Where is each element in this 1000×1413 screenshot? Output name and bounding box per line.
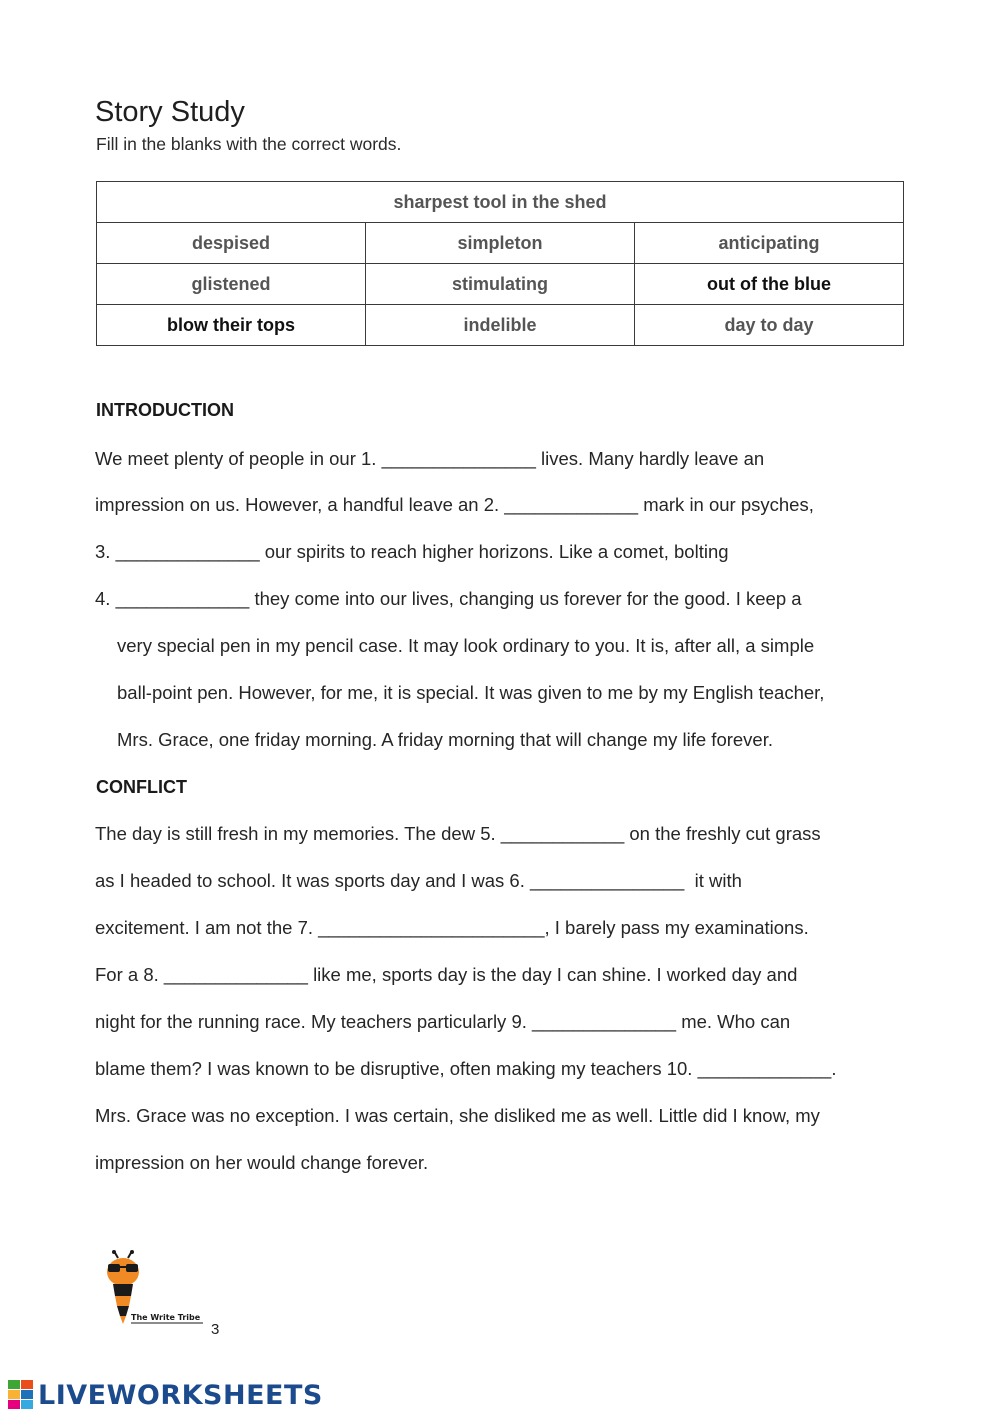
liveworksheets-logo-icon bbox=[8, 1380, 34, 1410]
paragraph-line: ball-point pen. However, for me, it is special. It was given to me by my English teacher, bbox=[117, 682, 825, 703]
word-bank-cell: anticipating bbox=[635, 223, 904, 264]
paragraph-line: Mrs. Grace, one friday morning. A friday morning that will change my life forever. bbox=[117, 729, 774, 750]
word-bank-cell: indelible bbox=[366, 305, 635, 346]
logo-text: The Write Tribe bbox=[131, 1313, 201, 1322]
liveworksheets-footer bbox=[8, 1378, 323, 1412]
paragraph-line: very special pen in my pencil case. It may look ordinary to you. It is, after all, a simple bbox=[117, 635, 815, 656]
word-bank-cell: despised bbox=[97, 223, 366, 264]
word-bank-cell: simpleton bbox=[366, 223, 635, 264]
paragraph-line: We meet plenty of people in our 1. _______________ lives. Many hardly leave an bbox=[95, 448, 765, 469]
page-title: Story Study bbox=[95, 96, 245, 128]
paragraph-line: 4. _____________ they come into our lives, changing us forever for the good. I keep a bbox=[95, 588, 802, 609]
paragraph-line: For a 8. ______________ like me, sports day is the day I can shine. I worked day and bbox=[95, 964, 798, 985]
word-bank-row bbox=[97, 305, 904, 346]
instructions: Fill in the blanks with the correct words. bbox=[96, 134, 402, 154]
word-bank-cell: blow their tops bbox=[97, 305, 366, 346]
paragraph-line: Mrs. Grace was no exception. I was certain, she disliked me as well. Little did I know, my bbox=[95, 1105, 820, 1126]
paragraph-line: excitement. I am not the 7. ______________________, I barely pass my examinations. bbox=[95, 917, 809, 938]
paragraph-line: blame them? I was known to be disruptive, often making my teachers 10. _____________. bbox=[95, 1058, 837, 1079]
paragraph-line: as I headed to school. It was sports day and I was 6. _______________ it with bbox=[95, 870, 742, 891]
word-bank-row bbox=[97, 223, 904, 264]
page-number: 3 bbox=[211, 1321, 220, 1338]
paragraph-line: impression on her would change forever. bbox=[95, 1152, 429, 1173]
paragraph-line: night for the running race. My teachers particularly 9. ______________ me. Who can bbox=[95, 1011, 791, 1032]
paragraph-line: The day is still fresh in my memories. The dew 5. ____________ on the freshly cut grass bbox=[95, 823, 821, 844]
paragraph-line: impression on us. However, a handful leave an 2. _____________ mark in our psyches, bbox=[95, 494, 814, 515]
introduction-heading: INTRODUCTION bbox=[96, 400, 234, 420]
word-bank-row bbox=[97, 182, 904, 223]
paragraph-line: 3. ______________ our spirits to reach higher horizons. Like a comet, bolting bbox=[95, 541, 729, 562]
word-bank-cell: glistened bbox=[97, 264, 366, 305]
word-bank-row bbox=[97, 264, 904, 305]
word-bank-cell: stimulating bbox=[366, 264, 635, 305]
word-bank-cell: out of the blue bbox=[635, 264, 904, 305]
brand-name: LIVEWORKSHEETS bbox=[38, 1379, 323, 1411]
conflict-heading: CONFLICT bbox=[96, 777, 187, 797]
word-bank-cell: sharpest tool in the shed bbox=[97, 182, 904, 223]
word-bank-cell: day to day bbox=[635, 305, 904, 346]
write-tribe-logo bbox=[100, 1250, 210, 1330]
word-bank-table bbox=[96, 181, 904, 346]
